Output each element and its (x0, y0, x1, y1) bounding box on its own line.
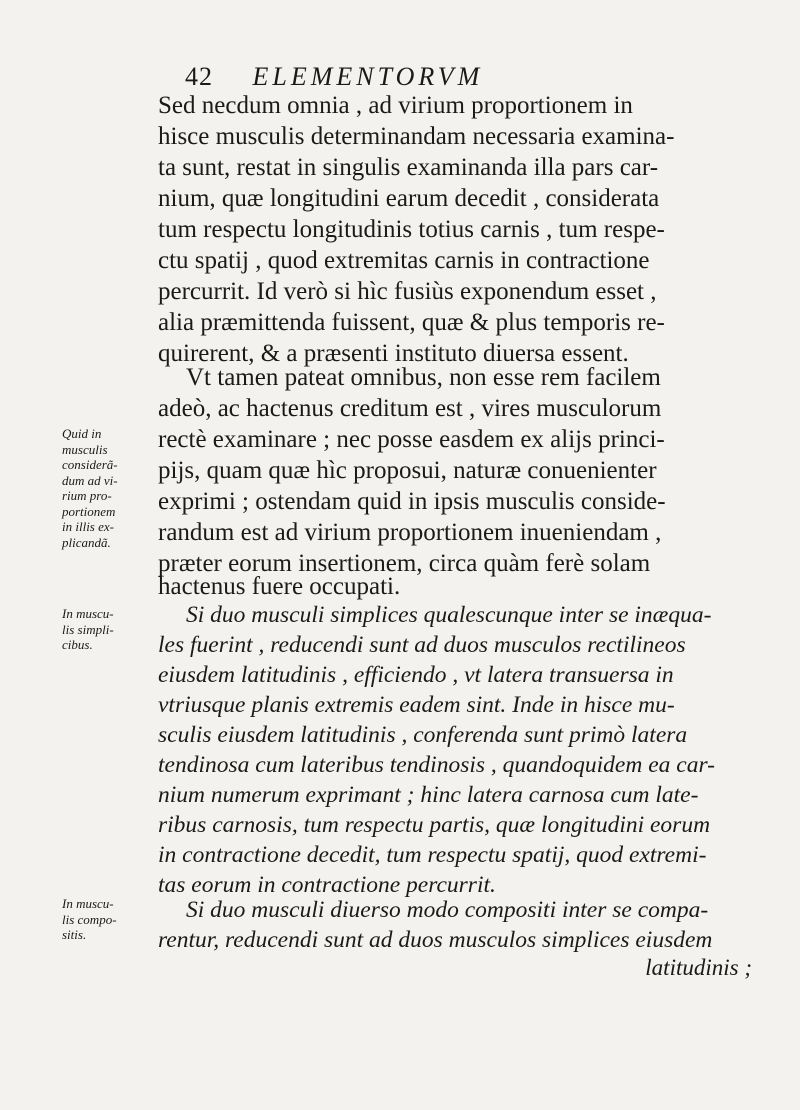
margin-note-line: Quid in (62, 426, 102, 441)
text-line: pijs, quam quæ hìc proposui, naturæ conuenienter (158, 457, 657, 484)
text-line: randum est ad virium proportionem inueniendam , (158, 519, 662, 546)
text-line: hactenus fuere occupati. (158, 573, 401, 600)
text-line: rentur, reducendi sunt ad duos musculos simplices eiusdem (158, 927, 713, 953)
text-line: Si duo musculi simplices qualescunque inter se inæqua- (186, 602, 712, 628)
text-line: tum respectu longitudinis totius carnis , tum respe- (158, 216, 665, 243)
margin-note-line: plicandã. (62, 534, 111, 550)
margin-note-line: lis compo- (62, 911, 117, 927)
text-line: les fuerint , reducendi sunt ad duos musculos rectilineos (158, 632, 686, 658)
text-line: nium, quæ longitudini earum decedit , considerata (158, 185, 660, 212)
text-line: ctu spatij , quod extremitas carnis in contractione (158, 247, 650, 274)
margin-note-line: lis simpli- (62, 621, 114, 637)
margin-note-line: dum ad vi- (62, 472, 118, 488)
catchword: latitudinis ; (645, 955, 752, 980)
page-header (185, 62, 483, 92)
margin-note-line: rium pro- (62, 488, 112, 503)
text-line: Sed necdum omnia , ad virium proportionem in (158, 92, 633, 119)
margin-note-1 (62, 426, 118, 550)
margin-note-3 (62, 896, 117, 943)
text-line: tas eorum in contractione percurrit. (158, 872, 496, 898)
text-line: quirerent, & a præsenti instituto diuersa essent. (158, 340, 629, 367)
text-line: Si duo musculi diuerso modo compositi inter se compa- (186, 897, 709, 923)
text-line: percurrit. Id verò si hìc fusiùs exponendum esset , (158, 278, 657, 305)
margin-note-line: sitis. (62, 927, 87, 942)
page-number: 42 (185, 62, 213, 91)
margin-note-line: considerã- (62, 457, 118, 472)
text-line: tendinosa cum lateribus tendinosis , quandoquidem ea car- (158, 752, 715, 778)
margin-note-line: in illis ex- (62, 519, 114, 534)
text-line: alia præmittenda fuissent, quæ & plus temporis re- (158, 309, 665, 336)
margin-note-2 (62, 606, 114, 653)
text-line: Vt tamen pateat omnibus, non esse rem facilem (186, 364, 661, 391)
text-line: in contractione decedit, tum respectu spatij, quod extremi- (158, 842, 707, 868)
text-line: ta sunt, restat in singulis examinanda illa pars car- (158, 154, 659, 181)
text-line: eiusdem latitudinis , efficiendo , vt latera transuersa in (158, 662, 674, 688)
margin-note-line: In muscu- (62, 606, 114, 621)
text-line: hisce musculis determinandam necessaria examina- (158, 123, 675, 150)
text-line: rectè examinare ; nec posse easdem ex alijs princi- (158, 426, 665, 453)
text-line: exprimi ; ostendam quid in ipsis musculis conside- (158, 488, 666, 515)
running-title: ELEMENTORVM (252, 62, 484, 91)
text-line: nium numerum exprimant ; hinc latera carnosa cum late- (158, 782, 699, 808)
margin-note-line: cibus. (62, 637, 93, 652)
margin-note-line: musculis (62, 441, 108, 457)
text-line: ribus carnosis, tum respectu partis, quæ longitudini eorum (158, 812, 711, 838)
text-line: sculis eiusdem latitudinis , conferenda sunt primò latera (158, 722, 688, 748)
text-line: præter eorum insertionem, circa quàm ferè solam (158, 550, 651, 577)
text-line: adeò, ac hactenus creditum est , vires musculorum (158, 395, 662, 422)
text-line: vtriusque planis extremis eadem sint. Inde in hisce mu- (158, 692, 675, 718)
margin-note-line: In muscu- (62, 896, 114, 911)
margin-note-line: portionem (62, 503, 116, 519)
